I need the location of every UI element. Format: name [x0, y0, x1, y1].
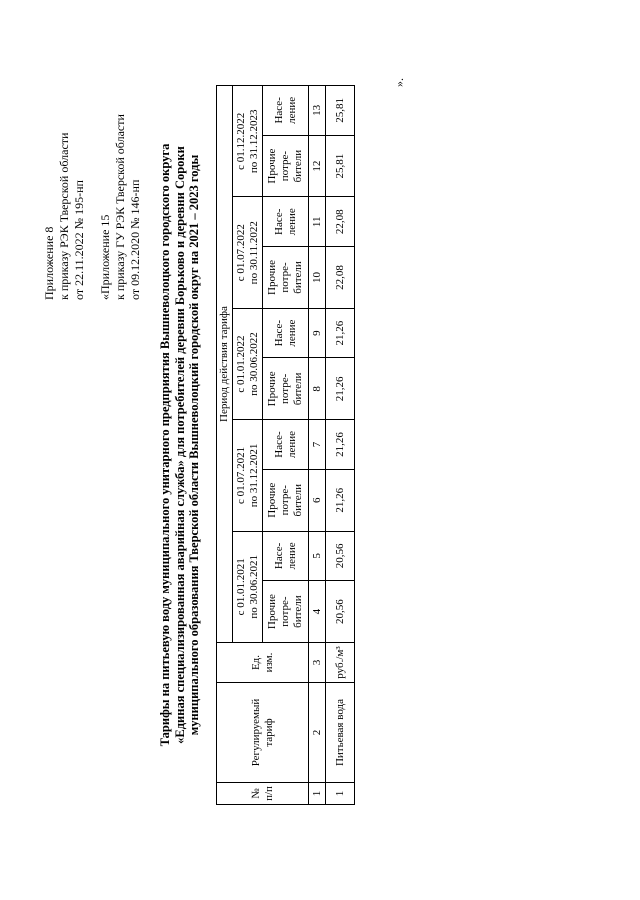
title-line2: «Единая специализированная аварийная служба» для потребителей деревни Борьково и деревни Сорoки	[172, 146, 187, 744]
row-tariff: Питьевая вода	[326, 683, 355, 783]
cat-other	[263, 469, 309, 531]
cat-other-l3: бители	[292, 149, 304, 183]
period-5-start: с 01.12.2022	[234, 112, 247, 170]
col-header-num: № п/п	[217, 783, 309, 805]
period-3-start: с 01.01.2022	[234, 335, 247, 393]
title-line3: муниципального образования Тверской области Вышневолоцкий городской округ на 2021 – 2023 годы	[187, 154, 201, 736]
cat-pop-l2: ление	[285, 542, 298, 570]
period-1-end: по 30.06.2021	[247, 555, 260, 619]
cat-other-l2: потре-	[279, 373, 291, 404]
appendix-8-line3: от 22.11.2022 № 195-нп	[72, 180, 86, 300]
row-num: 1	[326, 783, 355, 805]
cat-pop-l2: ление	[285, 96, 298, 124]
cat-pop	[263, 531, 309, 581]
cat-pop-l1: Насе-	[272, 97, 285, 124]
cat-pop	[263, 308, 309, 358]
col-number: 9	[309, 308, 326, 358]
cat-other-l1: Прочие	[266, 259, 278, 295]
cat-other-l3: бители	[292, 372, 304, 406]
cat-other-l3: бители	[292, 595, 304, 628]
col-number: 1	[309, 783, 326, 805]
cat-other	[263, 358, 309, 420]
tariff-value: 20,56	[326, 531, 355, 581]
col-number: 13	[309, 86, 326, 136]
col-header-unit: Ед. изм.	[217, 643, 309, 683]
cat-pop	[263, 86, 309, 136]
appendix-15-header	[98, 114, 143, 300]
col-number: 2	[309, 683, 326, 783]
cat-other-l1: Прочие	[266, 482, 278, 518]
tariff-value: 20,56	[326, 581, 355, 643]
col-number: 3	[309, 643, 326, 683]
title-line1: Тарифы на питьевую воду муниципального унитарного предприятия Вышневолоцкого городского округа	[158, 143, 172, 747]
col-number: 11	[309, 197, 326, 247]
cat-other	[263, 135, 309, 197]
period-3	[233, 308, 263, 419]
period-2	[233, 420, 263, 531]
cat-other-l2: потре-	[279, 596, 291, 627]
tariff-value: 25,81	[326, 86, 355, 136]
cat-pop-l2: ление	[285, 208, 298, 236]
period-4	[233, 197, 263, 308]
cat-pop	[263, 420, 309, 470]
cat-other-l2: потре-	[279, 150, 291, 182]
cat-other-l3: бители	[292, 261, 304, 294]
period-5-end: по 31.12.2023	[247, 109, 260, 174]
appendix-15-line1: «Приложение 15	[98, 214, 112, 300]
tariff-value: 25,81	[326, 135, 355, 197]
tariff-value: 21,26	[326, 358, 355, 420]
document-title	[158, 90, 202, 800]
cat-other	[263, 247, 309, 309]
period-4-start: с 01.07.2022	[234, 224, 247, 282]
appendix-8-line2: к приказу РЭК Тверской области	[57, 132, 71, 300]
tariff-value: 21,26	[326, 420, 355, 470]
col-number: 7	[309, 420, 326, 470]
cat-other	[263, 581, 309, 643]
period-2-end: по 31.12.2021	[247, 443, 260, 508]
tariff-value: 21,26	[326, 469, 355, 531]
column-number-row	[309, 86, 326, 805]
period-1-start: с 01.01.2021	[234, 558, 247, 616]
tariff-table	[216, 85, 355, 805]
appendix-15-line2: к приказу ГУ РЭК Тверской области	[113, 114, 127, 300]
col-number: 12	[309, 135, 326, 197]
col-number: 4	[309, 581, 326, 643]
cat-pop	[263, 197, 309, 247]
period-5	[233, 86, 263, 198]
appendix-8-line1: Приложение 8	[42, 226, 56, 300]
table-row	[326, 86, 355, 805]
cat-other-l1: Прочие	[266, 594, 278, 630]
period-4-end: по 30.11.2022	[247, 221, 260, 285]
appendix-15-line3: от 09.12.2020 № 146-нп	[128, 179, 142, 300]
cat-pop-l1: Насе-	[272, 319, 285, 347]
cat-pop-l1: Насе-	[272, 208, 285, 235]
cat-pop-l2: ление	[285, 431, 298, 459]
period-1	[233, 531, 263, 642]
col-number: 5	[309, 531, 326, 581]
cat-pop-l2: ление	[285, 319, 298, 347]
tariff-value: 22,08	[326, 197, 355, 247]
tariff-value: 22,08	[326, 247, 355, 309]
col-number: 6	[309, 469, 326, 531]
row-unit: руб./м³	[326, 643, 355, 683]
period-2-start: с 01.07.2021	[234, 446, 247, 505]
cat-other-l3: бители	[292, 483, 304, 517]
appendix-8-header	[42, 133, 87, 300]
col-number: 8	[309, 358, 326, 420]
cat-pop-l1: Насе-	[272, 431, 285, 458]
cat-other-l2: потре-	[279, 262, 291, 293]
closing-quote: ».	[392, 78, 406, 87]
tariff-value: 21,26	[326, 308, 355, 358]
cat-pop-l1: Насе-	[272, 542, 285, 570]
col-number: 10	[309, 247, 326, 309]
cat-other-l1: Прочие	[266, 371, 278, 407]
period-3-end: по 30.06.2022	[247, 332, 260, 396]
cat-other-l2: потре-	[279, 485, 291, 516]
cat-other-l1: Прочие	[266, 148, 278, 184]
period-header: Период действия тарифа	[217, 86, 233, 643]
col-header-tariff: Регулируемый тариф	[217, 683, 309, 783]
